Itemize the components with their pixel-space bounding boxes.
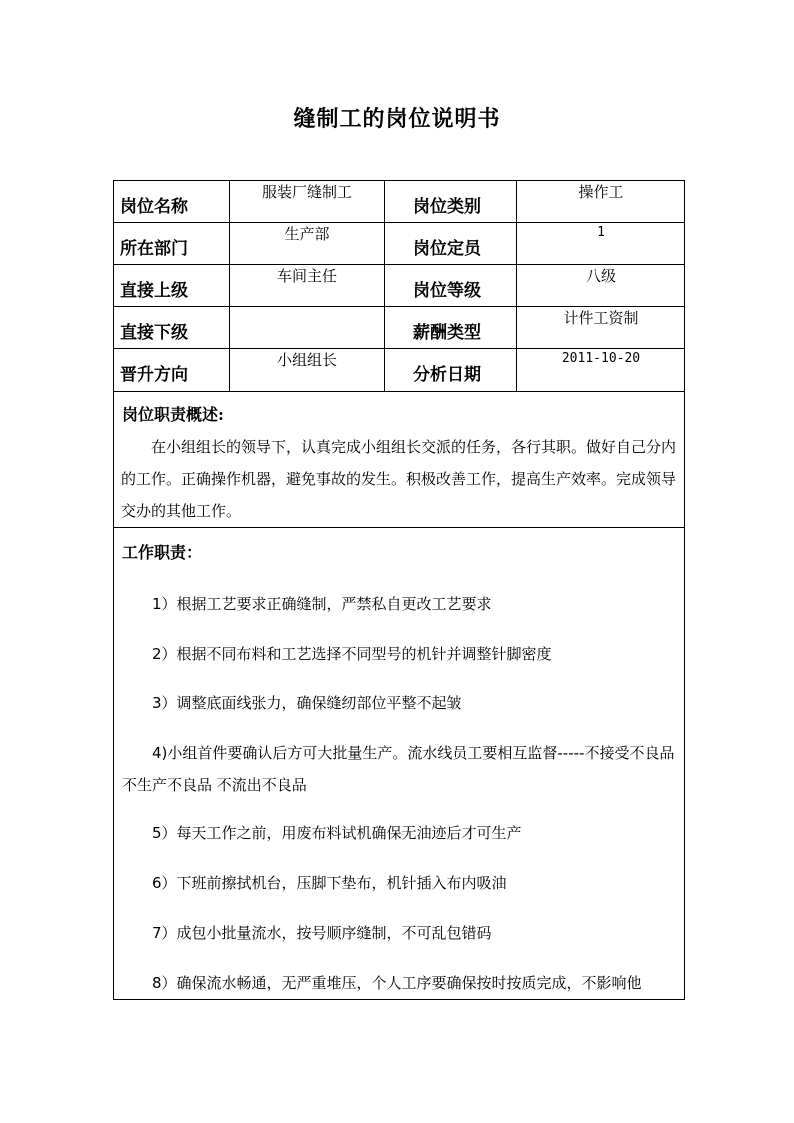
label-headcount: 岗位定员: [413, 239, 481, 259]
value-position-category: 操作工: [578, 183, 624, 201]
value-position-grade: 八级: [585, 267, 616, 285]
duty-item: 2）根据不同布料和工艺选择不同型号的机针并调整针脚密度: [152, 645, 552, 663]
duty-item: 4)小组首件要确认后方可大批量生产。流水线员工要相互监督-----不接受不良品 不生产不良品 不流出不良品: [122, 744, 675, 794]
label-salary-type: 薪酬类型: [413, 323, 481, 343]
row-divider: [114, 391, 684, 392]
duty-item: 7）成包小批量流水，按号顺序缝制，不可乱包错码: [152, 924, 492, 942]
row-divider: [114, 222, 684, 223]
duty-item: 1）根据工艺要求正确缝制，严禁私自更改工艺要求: [152, 595, 492, 613]
summary-text: 在小组组长的领导下，认真完成小组组长交派的任务，各行其职。做好自己分内的工作。正确操作机器，避免事故的发生。积极改善工作，提高生产效率。完成领导交办的其他工作。: [121, 438, 677, 520]
job-description-table: [113, 180, 685, 1000]
label-position-category: 岗位类别: [413, 197, 481, 217]
value-direct-superior: 车间主任: [276, 267, 337, 285]
summary-heading: 岗位职责概述:: [122, 405, 224, 424]
value-salary-type: 计件工资制: [563, 309, 639, 327]
label-promotion-path: 晋升方向: [120, 365, 188, 385]
duty-item: 3）调整底面线张力，确保缝纫部位平整不起皱: [152, 694, 462, 712]
label-department: 所在部门: [120, 239, 188, 259]
label-position-name: 岗位名称: [120, 197, 188, 217]
value-analysis-date: 2011-10-20: [561, 351, 641, 366]
label-direct-subordinate: 直接下级: [120, 323, 188, 343]
value-position-name: 服装厂缝制工: [261, 183, 352, 201]
section-divider: [114, 527, 684, 528]
value-headcount: 1: [597, 225, 605, 240]
duties-heading: 工作职责：: [122, 543, 203, 562]
label-direct-superior: 直接上级: [120, 281, 188, 301]
document-title: 缝制工的岗位说明书: [293, 106, 501, 132]
duty-item: 8）确保流水畅通，无严重堆压，个人工序要确保按时按质完成，不影响他: [152, 974, 642, 992]
row-divider: [114, 348, 684, 349]
label-position-grade: 岗位等级: [413, 281, 481, 301]
label-analysis-date: 分析日期: [413, 365, 481, 385]
value-promotion-path: 小组组长: [276, 351, 337, 369]
duty-item: 5）每天工作之前，用废布料试机确保无油迹后才可生产: [152, 824, 522, 842]
column-divider: [384, 181, 385, 391]
value-department: 生产部: [284, 225, 330, 243]
duty-item: 6）下班前擦拭机台，压脚下垫布，机针插入布内吸油: [152, 874, 507, 892]
